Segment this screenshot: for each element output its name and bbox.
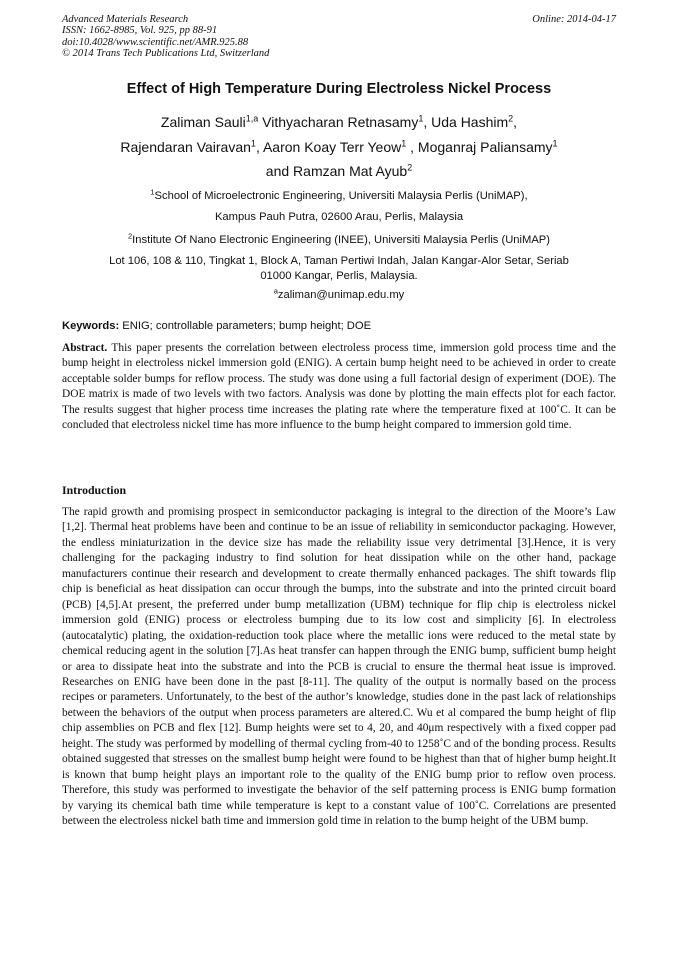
affiliation-2	[62, 233, 616, 285]
keywords-text: ENIG; controllable parameters; bump height; DOE	[119, 320, 372, 332]
author-name: Aaron Koay Terr Yeow	[262, 138, 402, 155]
affiliation-line	[62, 189, 616, 205]
paper-title: Effect of High Temperature During Electroless Nickel Process	[126, 81, 552, 97]
affiliation-text: Institute Of Nano Electronic Engineering (INEE), Universiti Malaysia Perlis (UniMAP)	[132, 234, 550, 246]
keywords	[62, 320, 616, 332]
author-name: and Ramzan Mat Ayub	[265, 163, 408, 179]
author-affiliation-mark: 1	[250, 137, 256, 148]
affiliation-line: 01000 Kangar, Perlis, Malaysia.	[260, 270, 418, 282]
author-affiliation-mark: 2	[407, 162, 413, 173]
abstract-text: This paper presents the correlation between electroless process time, immersion gold process time and the bump height in electroless nickel immersion gold (ENIG). A certain bump height need to be achieved in order to create acceptable solder bumps for reflow process. The study was done using a full factorial design of experiment (DOE). The DOE matrix is made of two levels with two factors. Analysis was done by plotting the main effects plot for each factor. The results suggest that higher process time increases the plating rate where the temperature fixed at 100˚C. It can be concluded that electroless nickel time has more influence to the bump height compared to immersion gold time.	[62, 342, 616, 432]
author-line	[62, 135, 616, 160]
affiliation-1	[62, 189, 616, 225]
author-name: Vithyacharan Retnasamy	[262, 114, 419, 130]
author-line	[62, 110, 616, 135]
abstract	[62, 341, 616, 433]
affiliation-mark: 2	[128, 231, 133, 241]
affiliation-line	[62, 233, 616, 249]
introduction-heading: Introduction	[62, 483, 127, 497]
abstract-label: Abstract.	[62, 342, 108, 354]
author-separator: ,	[255, 138, 263, 155]
author-affiliation-mark: 1	[401, 137, 407, 148]
author-name: Rajendaran Vairavan	[120, 138, 251, 155]
author-separator: ,	[406, 138, 418, 155]
journal-doi: doi:10.4028/www.scientific.net/AMR.925.88	[62, 36, 249, 48]
affiliation-line: Lot 106, 108 & 110, Tingkat 1, Block A, Taman Pertiwi Indah, Jalan Kangar-Alor Setar, Seriab	[109, 254, 569, 267]
affiliation-text: School of Microelectronic Engineering, Universiti Malaysia Perlis (UniMAP),	[154, 190, 528, 202]
author-separator: ,	[423, 114, 432, 130]
journal-header	[62, 14, 616, 60]
author-affiliation-mark: 1	[552, 137, 558, 148]
journal-copyright: © 2014 Trans Tech Publications Ltd, Switzerland	[62, 48, 270, 60]
author-affiliation-mark: 1	[418, 113, 424, 124]
email-link[interactable]: zaliman@unimap.edu.my	[277, 289, 405, 301]
author-list	[62, 110, 616, 184]
journal-name: Advanced Materials Research	[62, 14, 189, 25]
online-date: Online: 2014-04-17	[532, 14, 616, 25]
author-name: Uda Hashim	[431, 114, 509, 130]
affiliation-line: Kampus Pauh Putra, 02600 Arau, Perlis, Malaysia	[214, 210, 464, 223]
author-affiliation-mark: 1,a	[245, 113, 259, 124]
author-separator: ,	[513, 114, 518, 130]
introduction-body: The rapid growth and promising prospect in semiconductor packaging is integral to the direction of the Moore’s Law [1,2]. Thermal heat problems have been and continue to be an issue of reliability in semiconductor packaging. However, the endless miniaturization in the device size has made the reliability issue very detrimental [3].Hence, it is very challenging for the packaging industry to find solution for heat dissipation while on the other hand, package manufacturers continue their research and development to create thermally enhanced packages. The shift towards flip chip is beneficial as heat dissipation can occur through the bumps, into the substrate and into the printed circuit board (PCB) [4,5].At present, the preferred under bump metallization (UBM) technique for flip chip is electroless nickel immersion gold (ENIG) process or electroless bumping due to its low cost and simplicity [6]. In electroless (autocatalytic) plating, the oxidation-reduction took place where the metallic ions were reduced to the metal state by chemical reducing agent in the solution [7].As heat transfer can happen through the ENIG bump, sufficient bump height or area to dissipate heat into the substrate and into the PCB is crucial to ensure the thermal heat issue is improved. Researches on ENIG have been done in the past [8-11]. The quality of the output is normally based on the process recipes or parameters. Unfortunately, to the best of the author’s knowledge, studies done in the past lack of relationships between the behaviors of the output when process parameters are altered.C. Wu et al compared the bump height of flip chip assemblies on PCB and flex [12]. Bump heights were set to 4, 20, and 40μm respectively with a fixed copper pad height. The study was performed by modelling of thermal cycling from-40 to 1258˚C and of the bonding process. Results obtained suggested that stresses on the smallest bump height were found to be highest than that of higher bump height.It is known that bump height plays an important role to the quality of the ENIG bump prior to reflow oven process. Therefore, this study was performed to investigate the behavior of the self patterning process is ENIG bump formation by varying its chemical bath time while temperature is kept to a constant value of 100˚C. Correlations are presented between the electroless nickel bath time and immersion gold time in relation to the bump height of the UBM bump.	[62, 506, 616, 828]
journal-issn: ISSN: 1662-8985, Vol. 925, pp 88-91	[62, 25, 218, 37]
affiliation-mark: 1	[150, 187, 155, 197]
keywords-label: Keywords:	[62, 320, 120, 332]
author-name: Moganraj Paliansamy	[417, 138, 553, 155]
corresponding-email	[62, 288, 616, 304]
author-name: Zaliman Sauli	[160, 114, 246, 130]
author-line	[62, 159, 616, 184]
author-affiliation-mark: 2	[508, 113, 514, 124]
email-mark: a	[273, 286, 278, 296]
